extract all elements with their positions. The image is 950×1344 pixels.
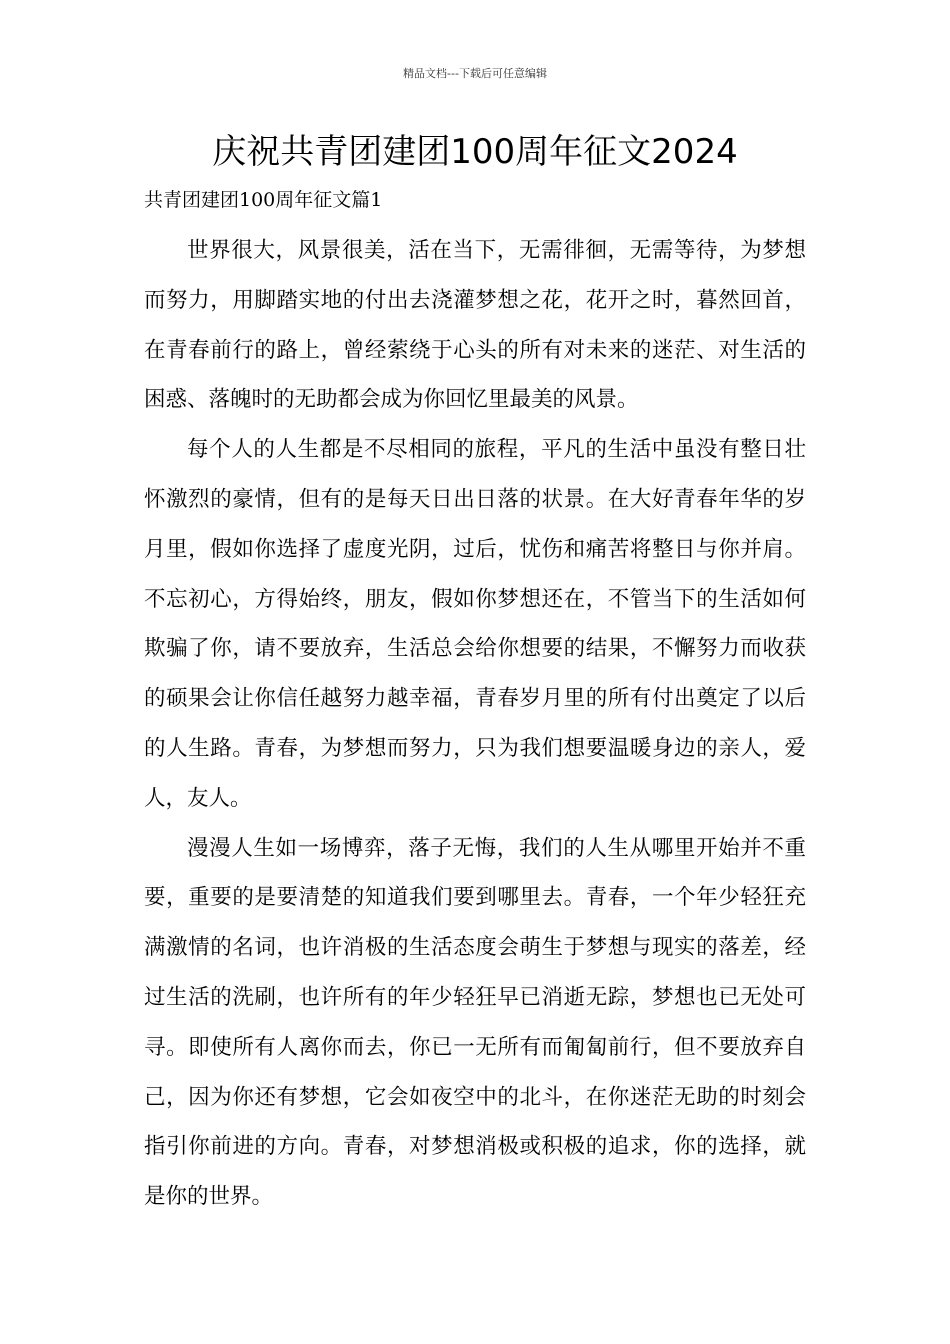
document-title: 庆祝共青团建团100周年征文2024 <box>212 132 738 172</box>
paragraph: 漫漫人生如一场博弈，落子无悔，我们的人生从哪里开始并不重要，重要的是要清楚的知道我们要到哪里去。青春，一个年少轻狂充满激情的名词，也许消极的生活态度会萌生于梦想与现实的落差，经过生活的洗刷，也许所有的年少轻狂早已消逝无踪，梦想也已无处可寻。即使所有人离你而去，你已一无所有而匍匐前行，但不要放弃自己，因为你还有梦想，它会如夜空中的北斗，在你迷茫无助的时刻会指引你前进的方向。青春，对梦想消极或积极的追求，你的选择，就是你的世界。 <box>144 835 806 1210</box>
document-subtitle: 共青团建团100周年征文篇1 <box>144 189 383 211</box>
paragraph: 世界很大，风景很美，活在当下，无需徘徊，无需等待，为梦想而努力，用脚踏实地的付出去浇灌梦想之花，花开之时，暮然回首，在青春前行的路上，曾经萦绕于心头的所有对未来的迷茫、对生活的困惑、落魄时的无助都会成为你回忆里最美的风景。 <box>144 238 806 413</box>
document-body <box>144 226 806 1222</box>
header-note: 精品文档---下载后可任意编辑 <box>403 67 547 80</box>
paragraph: 每个人的人生都是不尽相同的旅程，平凡的生活中虽没有整日壮怀激烈的豪情，但有的是每天日出日落的状景。在大好青春年华的岁月里，假如你选择了虚度光阴，过后，忧伤和痛苦将整日与你并肩。不忘初心，方得始终，朋友，假如你梦想还在，不管当下的生活如何欺骗了你，请不要放弃，生活总会给你想要的结果，不懈努力而收获的硕果会让你信任越努力越幸福，青春岁月里的所有付出奠定了以后的人生路。青春，为梦想而努力，只为我们想要温暖身边的亲人，爱人，友人。 <box>144 437 806 811</box>
